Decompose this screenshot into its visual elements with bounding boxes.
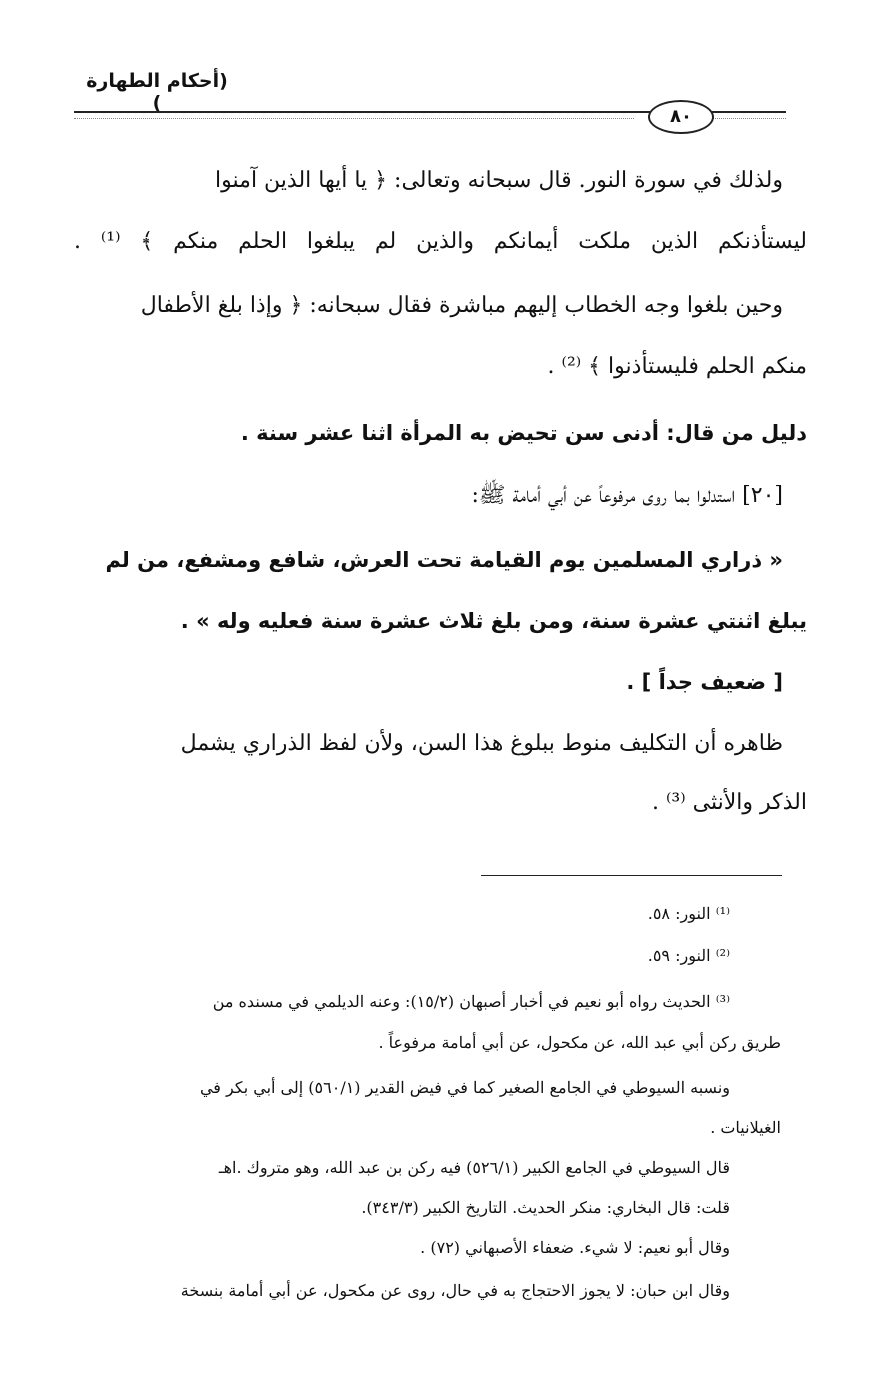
- hadith-intro: [٢٠] استدلوا بما روى مرفوعاً عن أبي أمامة ﷺ:: [471, 483, 783, 508]
- footnote-3-line-3: ونسبه السيوطي في الجامع الصغير كما في فيض القدير (٥٦٠/١) إلى أبي بكر في: [199, 1078, 730, 1097]
- paragraph-3-line-1: ظاهره أن التكليف منوط ببلوغ هذا السن، ولأن لفظ الذراري يشمل: [180, 731, 783, 756]
- footnote-3-line-6: قلت: قال البخاري: منكر الحديث. التاريخ الكبير (٣٤٣/٣).: [361, 1198, 730, 1217]
- footnote-2: ⁽²⁾ النور: ٥٩.: [647, 946, 730, 965]
- footnote-1: ⁽¹⁾ النور: ٥٨.: [647, 904, 730, 923]
- hadith-text-line-2: يبلغ اثنتي عشرة سنة، ومن بلغ ثلاث عشرة سنة فعليه وله » .: [180, 609, 807, 633]
- header-dotted-rule: [74, 118, 634, 122]
- section-heading: دليل من قال: أدنى سن تحيض به المرأة اثنا عشر سنة .: [240, 421, 807, 445]
- running-header-title: (أحكام الطهارة ): [86, 70, 228, 114]
- paragraph-2-line-2: منكم الحلم فليستأذنوا ﴾ ⁽²⁾ .: [547, 354, 807, 379]
- paragraph-1-line-2: ليستأذنكم الذين ملكت أيمانكم والذين لم يبلغوا الحلم منكم ﴾ ⁽¹⁾ .: [74, 229, 807, 254]
- footnote-3-line-8: وقال ابن حبان: لا يجوز الاحتجاج به في حال، روى عن مكحول، عن أبي أمامة بنسخة: [180, 1281, 730, 1300]
- footnote-3-line-5: قال السيوطي في الجامع الكبير (٥٢٦/١) فيه ركن بن عبد الله، وهو متروك .اهـ: [218, 1158, 730, 1177]
- footnote-separator: [481, 875, 782, 876]
- footnote-3-line-2: طريق ركن أبي عبد الله، عن مكحول، عن أبي أمامة مرفوعاً .: [378, 1033, 781, 1052]
- footnote-3-line-4: الغيلانيات .: [710, 1118, 781, 1137]
- paragraph-3-line-2: الذكر والأنثى ⁽³⁾ .: [652, 790, 807, 815]
- hadith-grade: [ ضعيف جداً ] .: [626, 670, 783, 694]
- paragraph-2-line-1: وحين بلغوا وجه الخطاب إليهم مباشرة فقال سبحانه: ﴿ وإذا بلغ الأطفال: [140, 293, 783, 318]
- paragraph-1-line-1: ولذلك في سورة النور. قال سبحانه وتعالى: ﴿ يا أيها الذين آمنوا: [215, 168, 783, 193]
- footnote-3-line-7: وقال أبو نعيم: لا شيء. ضعفاء الأصبهاني (٧٢) .: [420, 1238, 730, 1257]
- page-number: ٨٠: [648, 100, 714, 134]
- hadith-text-line-1: « ذراري المسلمين يوم القيامة تحت العرش، شافع ومشفع، من لم: [105, 548, 783, 572]
- header-dotted-rule-right: [712, 118, 786, 122]
- footnote-3-line-1: ⁽³⁾ الحديث رواه أبو نعيم في أخبار أصبهان (١٥/٢): وعنه الديلمي في مسنده من: [212, 992, 730, 1011]
